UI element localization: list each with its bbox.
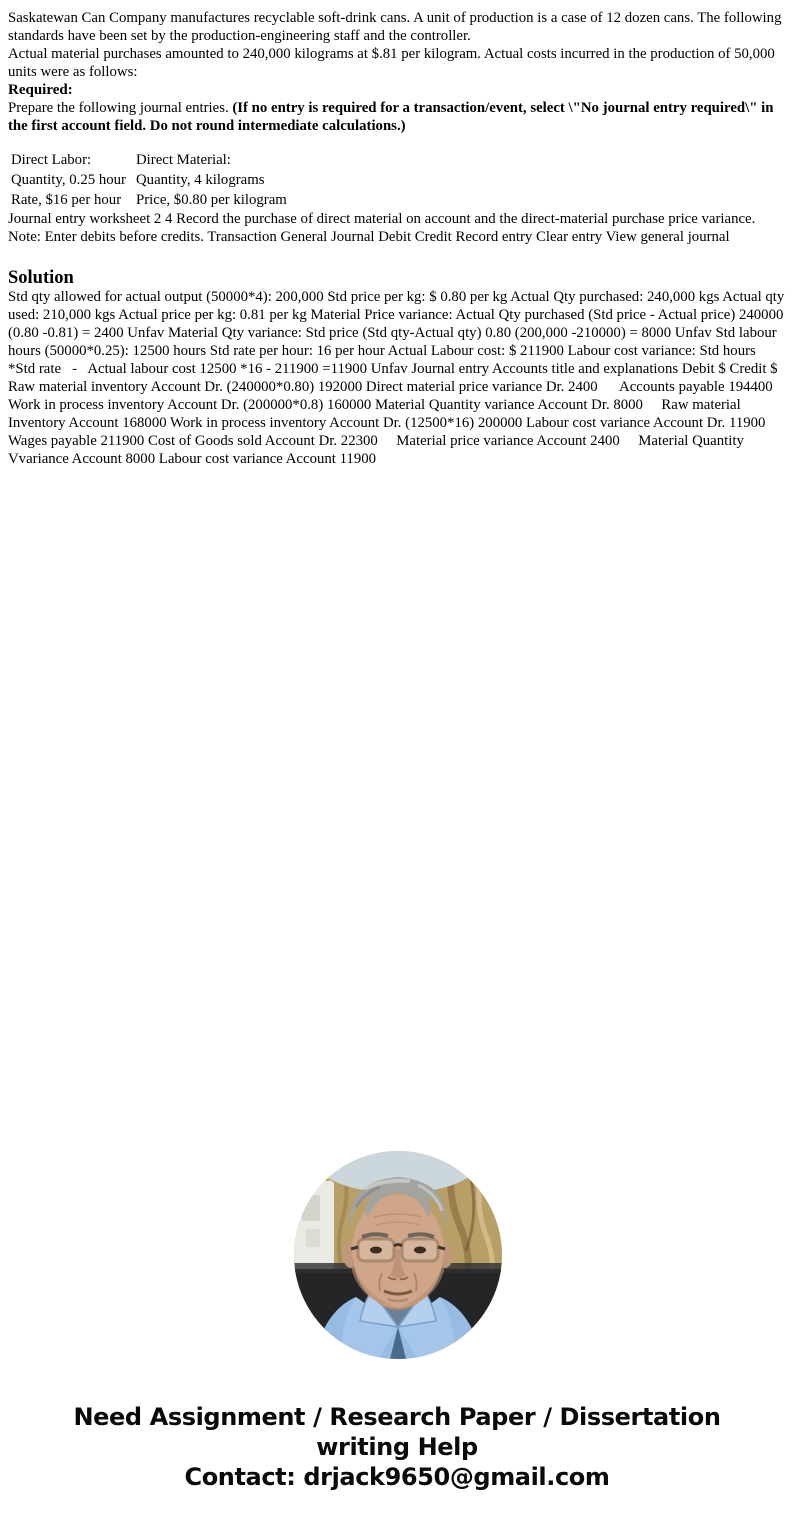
- intro-paragraph: Saskatewan Can Company manufactures recyclable soft-drink cans. A unit of production is a case of 12 dozen cans. The following standards have been set by the production-engineering staff and the controller.: [8, 10, 782, 44]
- profile-photo-illustration: [294, 1151, 502, 1359]
- promo-contact-email: Contact: drjack9650@gmail.com: [184, 1463, 610, 1491]
- labor-rate-cell: Rate, $16 per hour: [11, 192, 122, 208]
- purchases-paragraph: Actual material purchases amounted to 240,000 kilograms at $.81 per kilogram. Actual costs incurred in the production of 50,000 units were as follows:: [8, 46, 775, 80]
- table-row: [9, 150, 289, 170]
- promo-line: writing Help: [316, 1433, 478, 1461]
- promo-line: Need Assignment / Research Paper / Dissertation: [73, 1403, 721, 1431]
- direct-labor-header-cell: Direct Labor:: [11, 152, 92, 168]
- solution-heading: Solution: [8, 268, 74, 288]
- journal-worksheet-paragraph: Journal entry worksheet 2 4 Record the purchase of direct material on account and the direct-material purchase price variance. Note: Enter debits before credits. Transaction General Journal Debit Credit Record entry Clear entry View general journal: [8, 211, 756, 245]
- labor-quantity-cell: Quantity, 0.25 hour: [11, 172, 126, 188]
- material-price-cell: Price, $0.80 per kilogram: [136, 192, 287, 208]
- instructions-paragraph: [8, 99, 786, 135]
- standards-table: [9, 150, 289, 210]
- assignment-document: [0, 0, 794, 468]
- promo-footer: [0, 1402, 794, 1492]
- instructions-bold-text: (If no entry is required for a transaction/event, select \"No journal entry required\" in the first account field. Do not round intermediate calculations.): [8, 100, 774, 134]
- profile-photo: [294, 1151, 502, 1359]
- direct-material-header-cell: Direct Material:: [136, 152, 231, 168]
- table-row: [9, 190, 289, 210]
- solution-paragraph: Std qty allowed for actual output (50000*4): 200,000 Std price per kg: $ 0.80 per kg Actual Qty purchased: 240,000 kgs Actual qty used: 210,000 kgs Actual price per kg: 0.81 per kg Material Price variance: Actual Qty purchased (Std price - Actual price) 240000 (0.80 -0.81) = 2400 Unfav Material Qty variance: Std price (Std qty-Actual qty) 0.80 (200,000 -210000) = 8000 Unfav Std labour hours (50000*0.25): 12500 hours Std rate per hour: 16 per hour Actual Labour cost: $ 211900 Labour cost variance: Std hours *Std rate - Actual labour cost 12500 *16 - 211900 =11900 Unfav Journal entry Accounts title and explanations Debit $ Credit $ Raw material inventory Account Dr. (240000*0.80) 192000 Direct material price variance Dr. 2400 Accounts payable 194400 Work in process inventory Account Dr. (200000*0.8) 160000 Material Quantity variance Account Dr. 8000 Raw material Inventory Account 168000 Work in process inventory Account Dr. (12500*16) 200000 Labour cost variance Account Dr. 11900 Wages payable 211900 Cost of Goods sold Account Dr. 22300 Material price variance Account 2400 Material Quantity Vvariance Account 8000 Labour cost variance Account 11900: [8, 289, 788, 467]
- required-heading: Required:: [8, 82, 73, 98]
- table-row: [9, 170, 289, 190]
- instructions-normal-text: Prepare the following journal entries.: [8, 100, 233, 116]
- material-quantity-cell: Quantity, 4 kilograms: [136, 172, 265, 188]
